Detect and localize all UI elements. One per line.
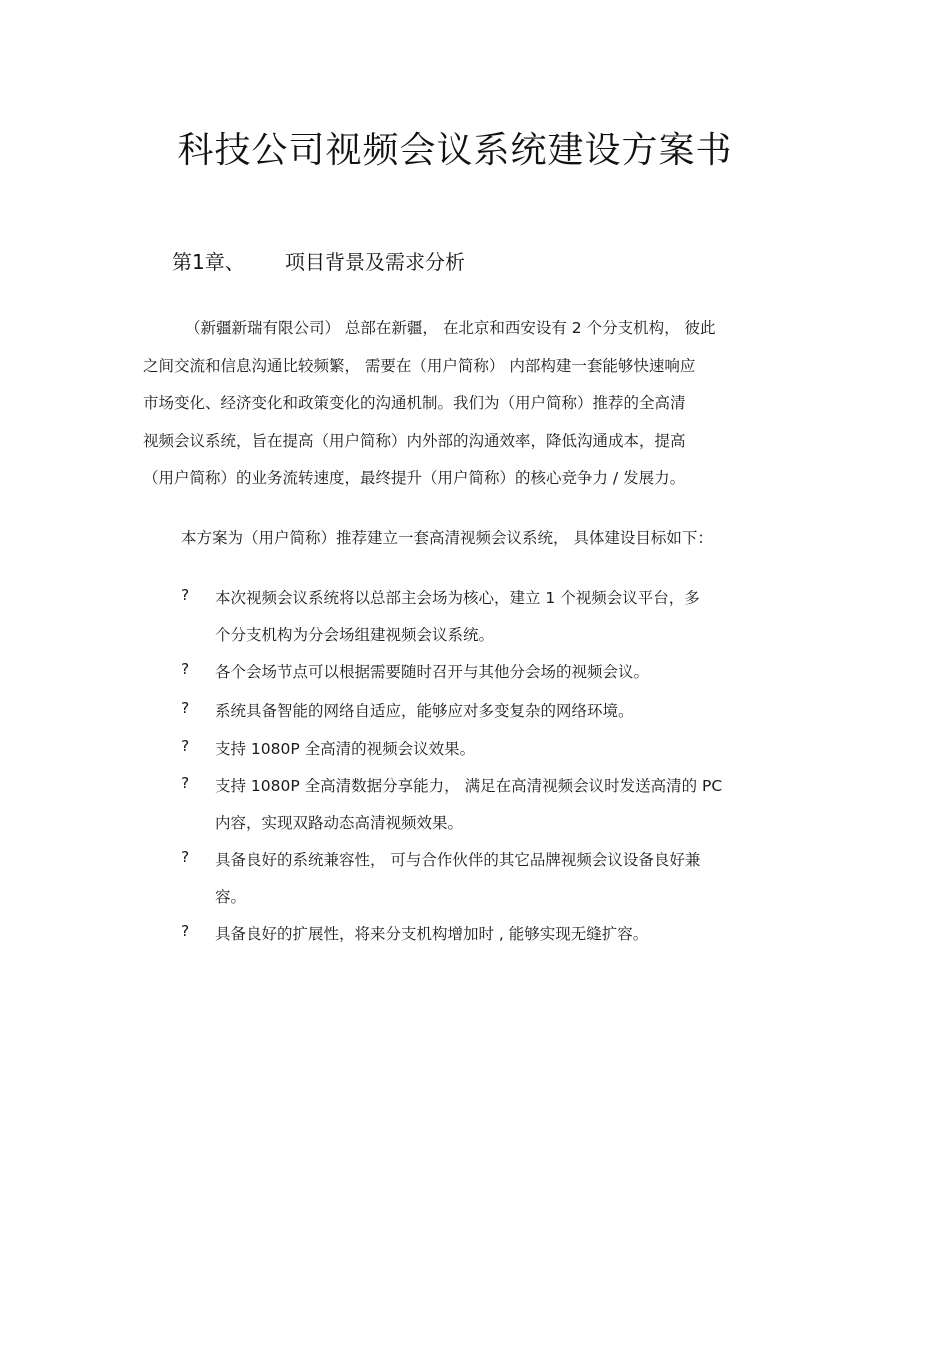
bullet-marker: ?	[181, 737, 190, 755]
chapter-heading	[172, 246, 465, 275]
bullet-marker: ?	[181, 586, 190, 604]
list-item-text: 支持 1080P 全高清数据分享能力， 满足在高清视频会议时发送高清的 PC	[215, 777, 723, 795]
chapter-number: 第1章、	[172, 250, 245, 274]
goal-intro: 本方案为（用户简称）推荐建立一套高清视频会议系统， 具体建设目标如下：	[181, 529, 713, 547]
list-item-text: 系统具备智能的网络自适应，能够应对多变复杂的网络环境。	[215, 702, 634, 720]
intro-line: 之间交流和信息沟通比较频繁， 需要在（用户简称） 内部构建一套能够快速响应	[143, 357, 696, 375]
list-item-text: 各个会场节点可以根据需要随时召开与其他分会场的视频会议。	[215, 663, 650, 681]
chapter-title: 项目背景及需求分析	[285, 250, 465, 274]
bullet-marker: ?	[181, 660, 190, 678]
list-item-text: 个分支机构为分会场组建视频会议系统。	[215, 626, 495, 644]
list-item-text: 本次视频会议系统将以总部主会场为核心，建立 1 个视频会议平台，多	[215, 589, 700, 607]
bullet-marker: ?	[181, 922, 190, 940]
bullet-marker: ?	[181, 699, 190, 717]
bullet-marker: ?	[181, 848, 190, 866]
intro-line: 市场变化、经济变化和政策变化的沟通机制。我们为（用户简称）推荐的全高清	[143, 394, 686, 412]
intro-line: （用户简称）的业务流转速度，最终提升（用户简称）的核心竞争力 / 发展力。	[143, 469, 686, 487]
list-item-text: 具备良好的扩展性，将来分支机构增加时 , 能够实现无缝扩容。	[215, 925, 649, 943]
list-item-text: 容。	[215, 888, 247, 906]
bullet-marker: ?	[181, 774, 190, 792]
intro-line: 视频会议系统，旨在提高（用户简称）内外部的沟通效率，降低沟通成本，提高	[143, 432, 686, 450]
list-item-text: 支持 1080P 全高清的视频会议效果。	[215, 740, 476, 758]
document-title: 科技公司视频会议系统建设方案书	[177, 130, 733, 171]
list-item-text: 具备良好的系统兼容性， 可与合作伙伴的其它品牌视频会议设备良好兼	[215, 851, 701, 869]
list-item-text: 内容，实现双路动态高清视频效果。	[215, 814, 464, 832]
intro-line: （新疆新瑞有限公司） 总部在新疆， 在北京和西安设有 2 个分支机构， 彼此	[185, 319, 716, 337]
